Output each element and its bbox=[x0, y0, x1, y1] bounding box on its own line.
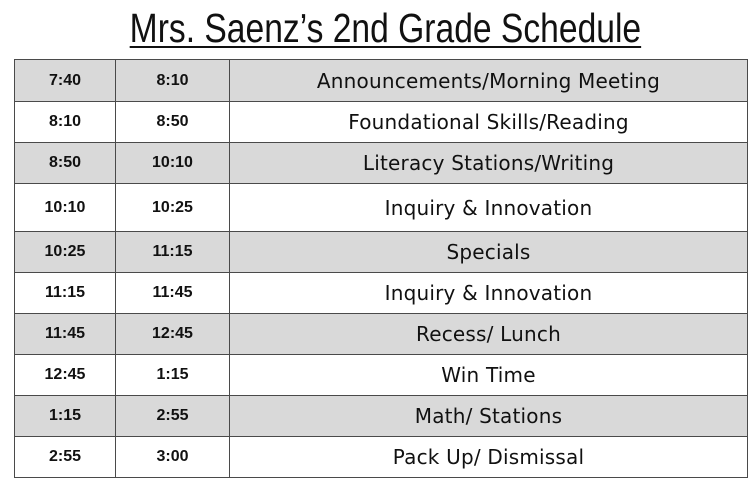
schedule-row bbox=[15, 143, 748, 184]
start-time-cell: 8:10 bbox=[15, 102, 116, 143]
start-time-cell: 2:55 bbox=[15, 437, 116, 478]
activity-cell: Announcements/Morning Meeting bbox=[230, 60, 748, 102]
activity-cell: Pack Up/ Dismissal bbox=[230, 437, 748, 478]
schedule-row bbox=[15, 60, 748, 102]
end-time-cell: 1:15 bbox=[116, 355, 230, 396]
start-time-cell: 7:40 bbox=[15, 60, 116, 102]
end-time-cell: 8:10 bbox=[116, 60, 230, 102]
activity-cell: Recess/ Lunch bbox=[230, 314, 748, 355]
schedule-table-body bbox=[15, 60, 748, 478]
start-time-cell: 11:45 bbox=[15, 314, 116, 355]
start-time-cell: 8:50 bbox=[15, 143, 116, 184]
start-time-cell: 1:15 bbox=[15, 396, 116, 437]
schedule-table bbox=[14, 59, 748, 478]
end-time-cell: 3:00 bbox=[116, 437, 230, 478]
end-time-cell: 8:50 bbox=[116, 102, 230, 143]
activity-cell: Foundational Skills/Reading bbox=[230, 102, 748, 143]
page-title bbox=[69, 2, 701, 54]
end-time-cell: 10:25 bbox=[116, 184, 230, 232]
schedule-row bbox=[15, 314, 748, 355]
schedule-row bbox=[15, 273, 748, 314]
end-time-cell: 11:15 bbox=[116, 232, 230, 273]
activity-cell: Specials bbox=[230, 232, 748, 273]
activity-cell: Math/ Stations bbox=[230, 396, 748, 437]
start-time-cell: 11:15 bbox=[15, 273, 116, 314]
schedule-row bbox=[15, 184, 748, 232]
end-time-cell: 2:55 bbox=[116, 396, 230, 437]
activity-cell: Inquiry & Innovation bbox=[230, 273, 748, 314]
activity-cell: Win Time bbox=[230, 355, 748, 396]
start-time-cell: 12:45 bbox=[15, 355, 116, 396]
schedule-row bbox=[15, 396, 748, 437]
end-time-cell: 12:45 bbox=[116, 314, 230, 355]
schedule-row bbox=[15, 102, 748, 143]
schedule-row bbox=[15, 355, 748, 396]
schedule-row bbox=[15, 437, 748, 478]
start-time-cell: 10:10 bbox=[15, 184, 116, 232]
end-time-cell: 10:10 bbox=[116, 143, 230, 184]
start-time-cell: 10:25 bbox=[15, 232, 116, 273]
schedule-row bbox=[15, 232, 748, 273]
page-title-text: Mrs. Saenz’s 2nd Grade Schedule bbox=[129, 5, 642, 51]
end-time-cell: 11:45 bbox=[116, 273, 230, 314]
activity-cell: Literacy Stations/Writing bbox=[230, 143, 748, 184]
activity-cell: Inquiry & Innovation bbox=[230, 184, 748, 232]
